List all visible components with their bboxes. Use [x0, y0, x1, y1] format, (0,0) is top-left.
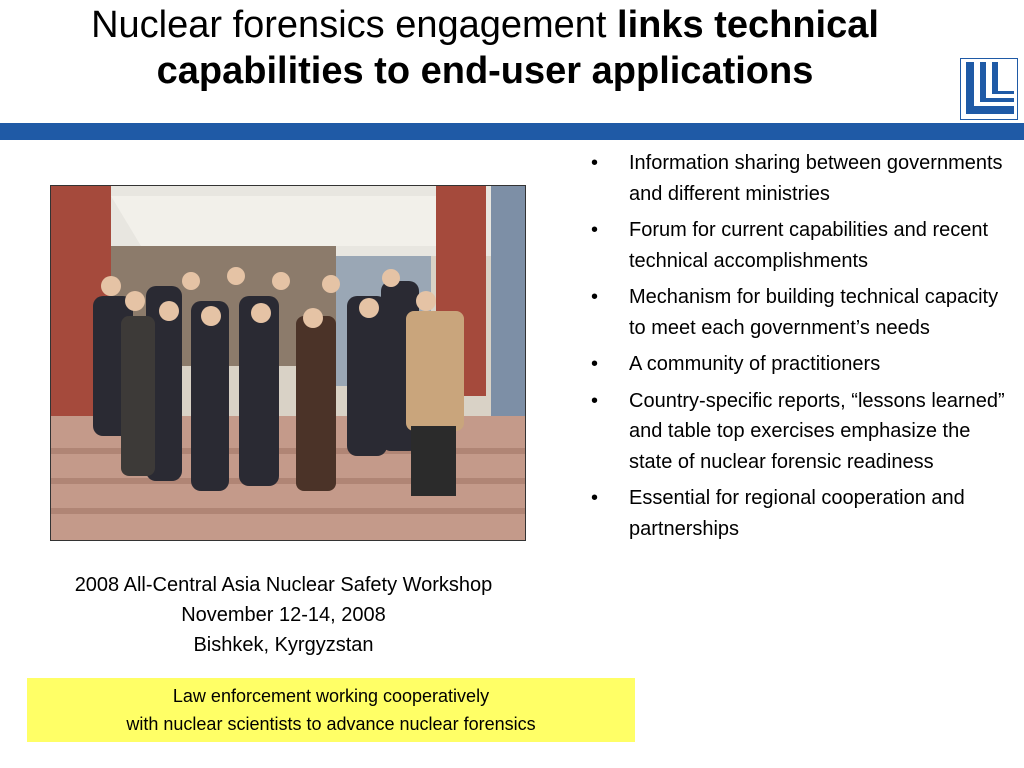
llnl-logo-icon	[960, 58, 1018, 120]
caption-date: November 12-14, 2008	[181, 604, 386, 626]
bullet-item: • Forum for current capabilities and recent technical accomplishments	[588, 215, 1008, 276]
bullet-item: • A community of practitioners	[588, 349, 1008, 380]
slide-title	[10, 2, 960, 94]
callout-line-1: Law enforcement working cooperatively	[172, 686, 490, 706]
caption-location: Bishkek, Kyrgyzstan	[193, 634, 374, 656]
group-photo	[50, 185, 526, 541]
bullet-item: • Country-specific reports, “lessons learned” and table top exercises emphasize the state of nuclear forensic readiness	[588, 386, 1008, 478]
photo-caption	[20, 570, 547, 660]
bullet-item: • Essential for regional cooperation and partnerships	[588, 483, 1008, 544]
bullet-list	[588, 148, 1008, 550]
caption-event: 2008 All-Central Asia Nuclear Safety Workshop	[74, 574, 493, 596]
bullet-item: • Information sharing between governments and different ministries	[588, 148, 1008, 209]
header-divider-bar	[0, 123, 1024, 140]
title-plain: Nuclear forensics engagement	[91, 4, 618, 46]
bullet-item: • Mechanism for building technical capacity to meet each government’s needs	[588, 282, 1008, 343]
title-bold: links technical capabilities to end-user applications	[156, 4, 879, 92]
group-photo-icon	[51, 186, 525, 540]
callout-line-2: with nuclear scientists to advance nuclear forensics	[126, 714, 536, 734]
callout-box	[27, 678, 635, 742]
